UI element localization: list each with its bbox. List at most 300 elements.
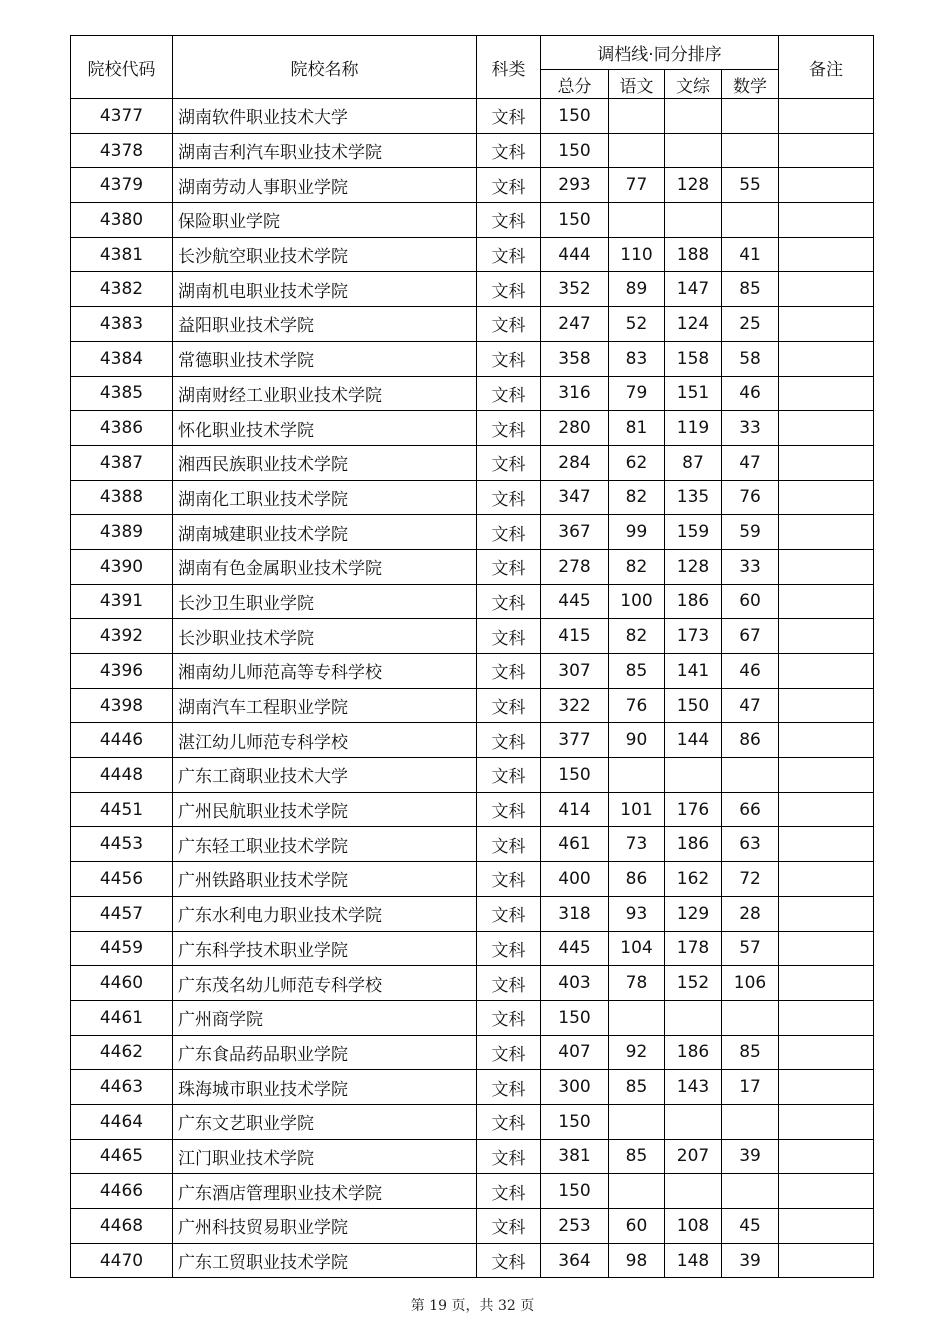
table-row — [71, 1035, 874, 1070]
cell-wenzong — [665, 133, 722, 168]
table-row — [71, 896, 874, 931]
header-chinese: 语文 — [609, 70, 665, 99]
cell-category: 文科 — [477, 341, 541, 376]
cell-remark — [779, 827, 874, 862]
cell-wenzong: 186 — [665, 584, 722, 619]
cell-math — [722, 1104, 779, 1139]
cell-total: 300 — [541, 1070, 609, 1105]
cell-math: 60 — [722, 584, 779, 619]
cell-remark — [779, 549, 874, 584]
table-row — [71, 688, 874, 723]
cell-math: 85 — [722, 272, 779, 307]
cell-total: 377 — [541, 723, 609, 758]
cell-wenzong: 119 — [665, 411, 722, 446]
cell-chinese: 82 — [609, 619, 665, 654]
cell-total: 403 — [541, 966, 609, 1001]
cell-wenzong: 144 — [665, 723, 722, 758]
cell-name: 保险职业学院 — [173, 203, 477, 238]
table-row — [71, 792, 874, 827]
cell-name: 广州商学院 — [173, 1000, 477, 1035]
cell-remark — [779, 1139, 874, 1174]
table-row — [71, 723, 874, 758]
cell-category: 文科 — [477, 1243, 541, 1278]
cell-name: 益阳职业技术学院 — [173, 307, 477, 342]
table-row — [71, 584, 874, 619]
cell-category: 文科 — [477, 723, 541, 758]
page-number: 第 19 页，共 32 页 — [410, 1298, 535, 1314]
cell-math: 63 — [722, 827, 779, 862]
cell-chinese: 79 — [609, 376, 665, 411]
cell-name: 珠海城市职业技术学院 — [173, 1070, 477, 1105]
cell-chinese: 85 — [609, 1070, 665, 1105]
cell-remark — [779, 723, 874, 758]
cell-math: 39 — [722, 1243, 779, 1278]
cell-wenzong: 173 — [665, 619, 722, 654]
cell-category: 文科 — [477, 931, 541, 966]
cell-math — [722, 133, 779, 168]
cell-wenzong: 141 — [665, 654, 722, 689]
cell-chinese: 76 — [609, 688, 665, 723]
cell-remark — [779, 341, 874, 376]
cell-chinese: 52 — [609, 307, 665, 342]
table-row — [71, 549, 874, 584]
table-row — [71, 133, 874, 168]
cell-name: 怀化职业技术学院 — [173, 411, 477, 446]
cell-wenzong — [665, 758, 722, 793]
cell-remark — [779, 584, 874, 619]
cell-category: 文科 — [477, 237, 541, 272]
header-total: 总分 — [541, 70, 609, 99]
cell-code: 4385 — [71, 376, 173, 411]
cell-code: 4457 — [71, 896, 173, 931]
cell-remark — [779, 445, 874, 480]
header-math: 数学 — [722, 70, 779, 99]
cell-category: 文科 — [477, 792, 541, 827]
cell-category: 文科 — [477, 1104, 541, 1139]
cell-wenzong: 148 — [665, 1243, 722, 1278]
cell-remark — [779, 758, 874, 793]
cell-chinese: 90 — [609, 723, 665, 758]
cell-remark — [779, 99, 874, 134]
cell-category: 文科 — [477, 549, 541, 584]
cell-code: 4396 — [71, 654, 173, 689]
cell-wenzong: 159 — [665, 515, 722, 550]
cell-category: 文科 — [477, 272, 541, 307]
cell-name: 长沙卫生职业学院 — [173, 584, 477, 619]
table-header — [71, 36, 874, 99]
cell-remark — [779, 966, 874, 1001]
cell-remark — [779, 862, 874, 897]
cell-name: 广东茂名幼儿师范专科学校 — [173, 966, 477, 1001]
cell-name: 江门职业技术学院 — [173, 1139, 477, 1174]
cell-wenzong: 162 — [665, 862, 722, 897]
cell-wenzong: 128 — [665, 549, 722, 584]
cell-code: 4453 — [71, 827, 173, 862]
cell-total: 322 — [541, 688, 609, 723]
cell-remark — [779, 376, 874, 411]
cell-code: 4378 — [71, 133, 173, 168]
table-row — [71, 827, 874, 862]
cell-math: 17 — [722, 1070, 779, 1105]
cell-wenzong — [665, 203, 722, 238]
cell-category: 文科 — [477, 133, 541, 168]
cell-wenzong: 188 — [665, 237, 722, 272]
cell-chinese: 101 — [609, 792, 665, 827]
cell-math: 72 — [722, 862, 779, 897]
cell-code: 4456 — [71, 862, 173, 897]
cell-chinese — [609, 758, 665, 793]
cell-category: 文科 — [477, 1139, 541, 1174]
table-row — [71, 966, 874, 1001]
cell-code: 4387 — [71, 445, 173, 480]
cell-wenzong: 108 — [665, 1209, 722, 1244]
cell-wenzong: 207 — [665, 1139, 722, 1174]
cell-math: 28 — [722, 896, 779, 931]
cell-name: 湘西民族职业技术学院 — [173, 445, 477, 480]
cell-total: 280 — [541, 411, 609, 446]
cell-category: 文科 — [477, 168, 541, 203]
cell-name: 湖南吉利汽车职业技术学院 — [173, 133, 477, 168]
table-row — [71, 1104, 874, 1139]
cell-name: 湖南化工职业技术学院 — [173, 480, 477, 515]
cell-remark — [779, 1000, 874, 1035]
cell-category: 文科 — [477, 862, 541, 897]
header-code: 院校代码 — [71, 36, 173, 99]
cell-wenzong: 135 — [665, 480, 722, 515]
cell-code: 4461 — [71, 1000, 173, 1035]
table-row — [71, 272, 874, 307]
cell-category: 文科 — [477, 758, 541, 793]
cell-chinese: 62 — [609, 445, 665, 480]
cell-name: 湖南有色金属职业技术学院 — [173, 549, 477, 584]
cell-code: 4470 — [71, 1243, 173, 1278]
cell-name: 长沙职业技术学院 — [173, 619, 477, 654]
cell-chinese: 98 — [609, 1243, 665, 1278]
cell-chinese — [609, 1000, 665, 1035]
cell-math: 33 — [722, 411, 779, 446]
cell-remark — [779, 307, 874, 342]
cell-name: 广东食品药品职业学院 — [173, 1035, 477, 1070]
table-row — [71, 862, 874, 897]
cell-total: 253 — [541, 1209, 609, 1244]
cell-wenzong: 124 — [665, 307, 722, 342]
cell-total: 444 — [541, 237, 609, 272]
cell-chinese: 100 — [609, 584, 665, 619]
cell-code: 4383 — [71, 307, 173, 342]
cell-total: 150 — [541, 1174, 609, 1209]
cell-remark — [779, 1035, 874, 1070]
cell-wenzong — [665, 1104, 722, 1139]
cell-total: 352 — [541, 272, 609, 307]
header-group: 调档线·同分排序 — [541, 36, 779, 70]
cell-total: 150 — [541, 758, 609, 793]
cell-chinese: 86 — [609, 862, 665, 897]
table-row — [71, 203, 874, 238]
table-row — [71, 1243, 874, 1278]
cell-name: 湖南软件职业技术大学 — [173, 99, 477, 134]
cell-code: 4386 — [71, 411, 173, 446]
cell-chinese: 85 — [609, 1139, 665, 1174]
cell-total: 150 — [541, 133, 609, 168]
cell-math: 39 — [722, 1139, 779, 1174]
cell-category: 文科 — [477, 688, 541, 723]
cell-chinese — [609, 1174, 665, 1209]
cell-category: 文科 — [477, 445, 541, 480]
cell-total: 347 — [541, 480, 609, 515]
cell-math — [722, 99, 779, 134]
cell-code: 4463 — [71, 1070, 173, 1105]
cell-chinese — [609, 99, 665, 134]
cell-math — [722, 203, 779, 238]
cell-wenzong: 129 — [665, 896, 722, 931]
table-row — [71, 307, 874, 342]
cell-wenzong: 186 — [665, 1035, 722, 1070]
cell-total: 445 — [541, 584, 609, 619]
cell-remark — [779, 237, 874, 272]
cell-remark — [779, 515, 874, 550]
cell-name: 广东轻工职业技术学院 — [173, 827, 477, 862]
cell-remark — [779, 792, 874, 827]
table-row — [71, 99, 874, 134]
cell-wenzong: 176 — [665, 792, 722, 827]
cell-total: 400 — [541, 862, 609, 897]
cell-chinese: 89 — [609, 272, 665, 307]
header-wenzong: 文综 — [665, 70, 722, 99]
cell-code: 4465 — [71, 1139, 173, 1174]
cell-total: 150 — [541, 99, 609, 134]
cell-chinese — [609, 1104, 665, 1139]
cell-remark — [779, 688, 874, 723]
cell-code: 4464 — [71, 1104, 173, 1139]
table-row — [71, 376, 874, 411]
cell-name: 广州铁路职业技术学院 — [173, 862, 477, 897]
cell-chinese: 110 — [609, 237, 665, 272]
table-row — [71, 931, 874, 966]
cell-code: 4384 — [71, 341, 173, 376]
table-body — [71, 99, 874, 1278]
cell-chinese: 93 — [609, 896, 665, 931]
cell-chinese: 92 — [609, 1035, 665, 1070]
table-row — [71, 411, 874, 446]
cell-wenzong: 128 — [665, 168, 722, 203]
cell-chinese: 82 — [609, 549, 665, 584]
cell-remark — [779, 411, 874, 446]
cell-remark — [779, 272, 874, 307]
cell-code: 4382 — [71, 272, 173, 307]
cell-name: 广东文艺职业学院 — [173, 1104, 477, 1139]
cell-total: 150 — [541, 1000, 609, 1035]
cell-remark — [779, 654, 874, 689]
cell-category: 文科 — [477, 966, 541, 1001]
cell-total: 150 — [541, 1104, 609, 1139]
cell-chinese: 99 — [609, 515, 665, 550]
cell-category: 文科 — [477, 1174, 541, 1209]
cell-name: 广东科学技术职业学院 — [173, 931, 477, 966]
cell-code: 4388 — [71, 480, 173, 515]
cell-wenzong: 158 — [665, 341, 722, 376]
cell-code: 4398 — [71, 688, 173, 723]
cell-math: 46 — [722, 654, 779, 689]
cell-total: 278 — [541, 549, 609, 584]
cell-math: 58 — [722, 341, 779, 376]
cell-category: 文科 — [477, 1000, 541, 1035]
cell-name: 广东水利电力职业技术学院 — [173, 896, 477, 931]
table-row — [71, 1209, 874, 1244]
cell-remark — [779, 168, 874, 203]
cell-category: 文科 — [477, 376, 541, 411]
cell-code: 4468 — [71, 1209, 173, 1244]
cell-code: 4379 — [71, 168, 173, 203]
cell-name: 湛江幼儿师范专科学校 — [173, 723, 477, 758]
cell-total: 318 — [541, 896, 609, 931]
cell-chinese: 85 — [609, 654, 665, 689]
cell-remark — [779, 480, 874, 515]
cell-math: 46 — [722, 376, 779, 411]
header-remark: 备注 — [779, 36, 874, 99]
cell-category: 文科 — [477, 584, 541, 619]
cell-math: 55 — [722, 168, 779, 203]
table-row — [71, 168, 874, 203]
cell-category: 文科 — [477, 827, 541, 862]
table-row — [71, 654, 874, 689]
cell-category: 文科 — [477, 203, 541, 238]
cell-chinese: 60 — [609, 1209, 665, 1244]
cell-wenzong: 151 — [665, 376, 722, 411]
cell-wenzong — [665, 1000, 722, 1035]
table-row — [71, 1174, 874, 1209]
cell-chinese: 77 — [609, 168, 665, 203]
cell-category: 文科 — [477, 99, 541, 134]
cell-name: 常德职业技术学院 — [173, 341, 477, 376]
cell-code: 4466 — [71, 1174, 173, 1209]
cell-remark — [779, 619, 874, 654]
cell-name: 湖南汽车工程职业学院 — [173, 688, 477, 723]
cell-total: 364 — [541, 1243, 609, 1278]
cell-total: 247 — [541, 307, 609, 342]
cell-category: 文科 — [477, 654, 541, 689]
cell-remark — [779, 1174, 874, 1209]
table-row — [71, 341, 874, 376]
cell-wenzong: 143 — [665, 1070, 722, 1105]
cell-math: 85 — [722, 1035, 779, 1070]
cell-remark — [779, 1209, 874, 1244]
table-row — [71, 480, 874, 515]
cell-total: 415 — [541, 619, 609, 654]
cell-code: 4460 — [71, 966, 173, 1001]
cell-wenzong: 87 — [665, 445, 722, 480]
cell-name: 湖南财经工业职业技术学院 — [173, 376, 477, 411]
cell-total: 316 — [541, 376, 609, 411]
cell-code: 4459 — [71, 931, 173, 966]
cell-math: 45 — [722, 1209, 779, 1244]
table-row — [71, 445, 874, 480]
cell-math — [722, 758, 779, 793]
table-row — [71, 1139, 874, 1174]
cell-category: 文科 — [477, 1209, 541, 1244]
cell-remark — [779, 133, 874, 168]
cell-chinese — [609, 133, 665, 168]
cell-total: 367 — [541, 515, 609, 550]
cell-total: 358 — [541, 341, 609, 376]
table-row — [71, 1070, 874, 1105]
cell-name: 广州科技贸易职业学院 — [173, 1209, 477, 1244]
cell-wenzong — [665, 1174, 722, 1209]
cell-math: 86 — [722, 723, 779, 758]
cell-chinese: 78 — [609, 966, 665, 1001]
header-name: 院校名称 — [173, 36, 477, 99]
cell-name: 湖南劳动人事职业学院 — [173, 168, 477, 203]
cell-math: 33 — [722, 549, 779, 584]
cell-code: 4451 — [71, 792, 173, 827]
cell-math: 41 — [722, 237, 779, 272]
cell-name: 广州民航职业技术学院 — [173, 792, 477, 827]
cell-total: 407 — [541, 1035, 609, 1070]
cell-category: 文科 — [477, 307, 541, 342]
cell-code: 4446 — [71, 723, 173, 758]
cell-chinese: 81 — [609, 411, 665, 446]
cell-name: 广东工商职业技术大学 — [173, 758, 477, 793]
cell-total: 461 — [541, 827, 609, 862]
cell-name: 湖南机电职业技术学院 — [173, 272, 477, 307]
cell-total: 381 — [541, 1139, 609, 1174]
cell-remark — [779, 1243, 874, 1278]
cell-math — [722, 1174, 779, 1209]
cell-remark — [779, 896, 874, 931]
cell-category: 文科 — [477, 411, 541, 446]
cell-code: 4377 — [71, 99, 173, 134]
cell-name: 长沙航空职业技术学院 — [173, 237, 477, 272]
table-row — [71, 237, 874, 272]
cell-math — [722, 1000, 779, 1035]
cell-remark — [779, 203, 874, 238]
cell-math: 67 — [722, 619, 779, 654]
cell-remark — [779, 1070, 874, 1105]
cell-code: 4389 — [71, 515, 173, 550]
cell-remark — [779, 1104, 874, 1139]
cell-name: 湖南城建职业技术学院 — [173, 515, 477, 550]
cell-category: 文科 — [477, 619, 541, 654]
cell-wenzong: 178 — [665, 931, 722, 966]
cell-remark — [779, 931, 874, 966]
cell-math: 59 — [722, 515, 779, 550]
cell-wenzong: 147 — [665, 272, 722, 307]
cell-chinese: 83 — [609, 341, 665, 376]
cell-name: 广东工贸职业技术学院 — [173, 1243, 477, 1278]
cell-chinese: 104 — [609, 931, 665, 966]
cell-code: 4391 — [71, 584, 173, 619]
cell-wenzong: 152 — [665, 966, 722, 1001]
cell-code: 4381 — [71, 237, 173, 272]
cell-total: 445 — [541, 931, 609, 966]
cell-code: 4380 — [71, 203, 173, 238]
cell-chinese: 73 — [609, 827, 665, 862]
cell-code: 4392 — [71, 619, 173, 654]
header-category: 科类 — [477, 36, 541, 99]
table-row — [71, 619, 874, 654]
cell-category: 文科 — [477, 1035, 541, 1070]
cell-math: 106 — [722, 966, 779, 1001]
cell-math: 25 — [722, 307, 779, 342]
cell-math: 66 — [722, 792, 779, 827]
cell-code: 4448 — [71, 758, 173, 793]
cell-wenzong — [665, 99, 722, 134]
table-row — [71, 515, 874, 550]
cell-total: 293 — [541, 168, 609, 203]
admission-score-table — [70, 35, 874, 1278]
cell-chinese: 82 — [609, 480, 665, 515]
cell-category: 文科 — [477, 1070, 541, 1105]
cell-code: 4390 — [71, 549, 173, 584]
